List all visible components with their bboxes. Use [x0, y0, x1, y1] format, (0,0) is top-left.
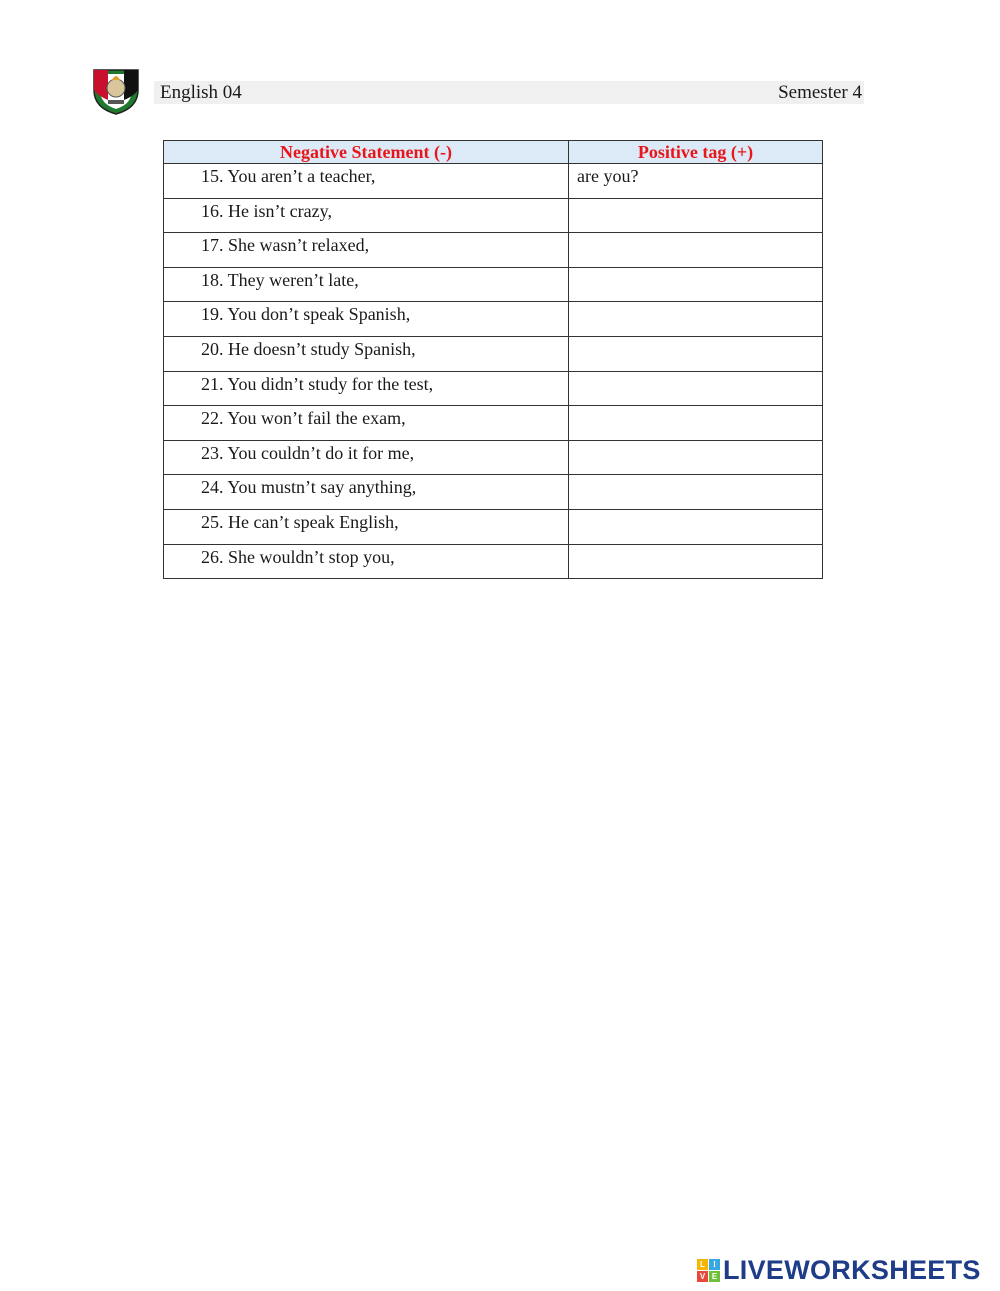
positive-tag-answer-cell[interactable]	[569, 371, 823, 406]
negative-statement-text: 18. They weren’t late,	[201, 269, 359, 290]
table-row	[164, 371, 823, 406]
table-row	[164, 406, 823, 441]
positive-tag-answer-cell[interactable]	[569, 475, 823, 510]
statement-cell	[164, 509, 569, 544]
positive-tag-answer-cell[interactable]	[569, 198, 823, 233]
liveworksheets-wordmark: LIVEWORKSHEETS	[723, 1254, 981, 1285]
positive-tag-answer-cell[interactable]	[569, 164, 823, 199]
brand-letter: V	[697, 1271, 708, 1282]
negative-statement-text: 26. She wouldn’t stop you,	[201, 546, 395, 567]
table-row	[164, 267, 823, 302]
negative-statement-text: 20. He doesn’t study Spanish,	[201, 338, 416, 359]
positive-tag-answer-cell[interactable]	[569, 440, 823, 475]
positive-tag-answer-cell[interactable]	[569, 509, 823, 544]
statement-cell	[164, 336, 569, 371]
liveworksheets-logo	[697, 1255, 981, 1285]
table-row	[164, 509, 823, 544]
positive-tag-header: Positive tag (+)	[569, 141, 823, 164]
statement-cell	[164, 475, 569, 510]
statement-cell	[164, 302, 569, 337]
negative-statement-text: 15. You aren’t a teacher,	[201, 166, 376, 186]
positive-tag-answer[interactable]: are you?	[577, 166, 639, 186]
table-row	[164, 233, 823, 268]
positive-tag-answer-cell[interactable]	[569, 406, 823, 441]
statement-cell	[164, 440, 569, 475]
brand-letter: L	[697, 1259, 708, 1270]
negative-statement-text: 19. You don’t speak Spanish,	[201, 304, 411, 325]
table-row	[164, 198, 823, 233]
negative-statement-text: 21. You didn’t study for the test,	[201, 373, 434, 394]
table-row	[164, 302, 823, 337]
question-tags-table	[163, 140, 823, 579]
statement-cell	[164, 267, 569, 302]
negative-statement-header: Negative Statement (-)	[164, 141, 569, 164]
school-emblem-logo	[88, 60, 144, 116]
table-header-row	[164, 141, 823, 164]
table-row	[164, 440, 823, 475]
brand-letter: I	[709, 1259, 720, 1270]
negative-statement-text: 23. You couldn’t do it for me,	[201, 442, 415, 463]
negative-statement-text: 16. He isn’t crazy,	[201, 200, 332, 221]
positive-tag-answer-cell[interactable]	[569, 302, 823, 337]
header-band	[154, 81, 864, 104]
negative-statement-text: 24. You mustn’t say anything,	[201, 477, 417, 498]
positive-tag-answer-cell[interactable]	[569, 233, 823, 268]
negative-statement-text: 22. You won’t fail the exam,	[201, 408, 406, 429]
table-row	[164, 164, 823, 199]
brand-letter: E	[709, 1271, 720, 1282]
table-row	[164, 336, 823, 371]
semester-label: Semester 4	[778, 82, 862, 103]
liveworksheets-blocks-icon	[697, 1259, 720, 1282]
positive-tag-answer-cell[interactable]	[569, 267, 823, 302]
statement-cell	[164, 198, 569, 233]
positive-tag-answer-cell[interactable]	[569, 336, 823, 371]
course-title: English 04	[160, 82, 242, 103]
negative-statement-text: 17. She wasn’t relaxed,	[201, 235, 370, 256]
positive-tag-answer-cell[interactable]	[569, 544, 823, 579]
statement-cell	[164, 233, 569, 268]
statement-cell	[164, 164, 569, 199]
statement-cell	[164, 544, 569, 579]
table-row	[164, 544, 823, 579]
table-row	[164, 475, 823, 510]
statement-cell	[164, 371, 569, 406]
negative-statement-text: 25. He can’t speak English,	[201, 511, 399, 532]
statement-cell	[164, 406, 569, 441]
